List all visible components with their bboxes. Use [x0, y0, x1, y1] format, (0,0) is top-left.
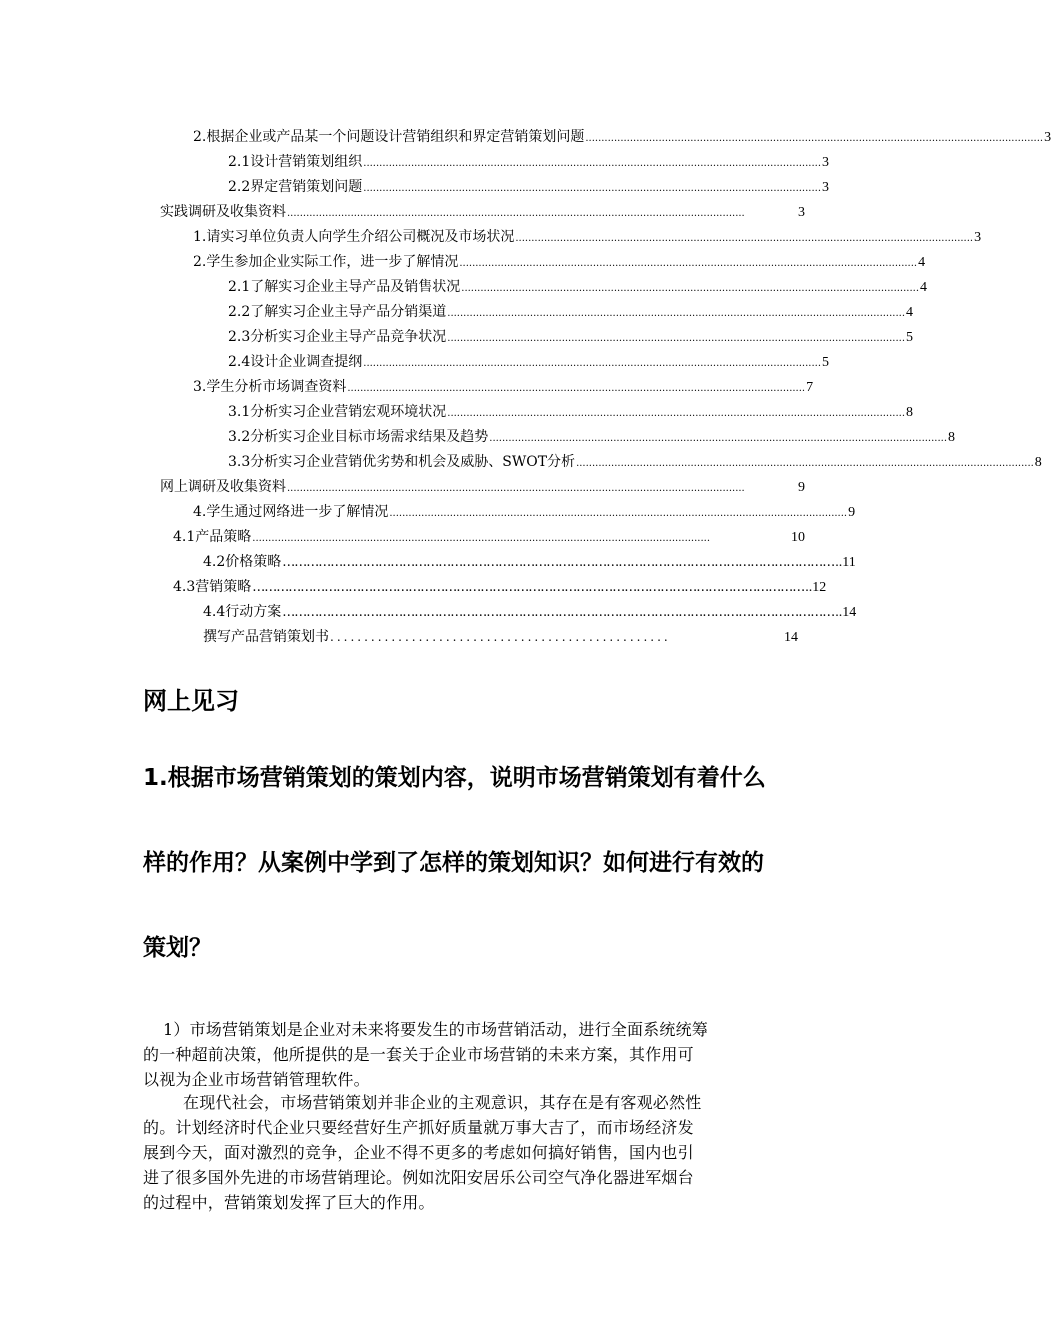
toc-entry[interactable]	[203, 553, 856, 571]
toc-entry-page: 4	[920, 280, 927, 295]
toc-entry-page: 5	[906, 330, 913, 345]
toc-entry-label: 1.请实习单位负责人向学生介绍公司概况及市场状况	[193, 229, 515, 245]
toc-entry-label: 4.4行动方案	[203, 604, 282, 620]
toc-entry[interactable]	[160, 478, 805, 496]
toc-entry-page: 8	[906, 405, 913, 420]
toc-entry-label: 3.1分析实习企业营销宏观环境状况	[228, 404, 447, 420]
toc-entry-label: 2.1设计营销策划组织	[228, 154, 363, 170]
answer-paragraph-2	[143, 1090, 807, 1215]
toc-entry-page: ..12	[805, 580, 827, 595]
paragraph-line: 展到今天，面对激烈的竞争，企业不得不更多的考虑如何搞好销售，国内也引	[143, 1143, 694, 1162]
toc-entry-label: 2.学生参加企业实际工作，进一步了解情况	[193, 254, 459, 270]
toc-entry[interactable]	[228, 328, 913, 346]
toc-entry[interactable]	[228, 153, 829, 171]
toc-leader-dots: ................................................................................................................................................	[363, 358, 821, 369]
section-title: 网上见习	[143, 687, 239, 715]
toc-leader-dots: ..................................................	[330, 630, 671, 644]
question-line: 策划？	[143, 935, 212, 961]
toc-entry[interactable]	[193, 378, 814, 396]
toc-leader-dots: ................................................................................................................................................	[447, 333, 905, 344]
toc-leader-dots: …………………………………………………………………………………………………………………………	[282, 555, 835, 570]
toc-leader-dots: ................................................................................................................................................	[576, 458, 1034, 469]
toc-leader-dots: ................................................................................................................................................	[389, 508, 848, 519]
paragraph-line: 的过程中，营销策划发挥了巨大的作用。	[143, 1193, 435, 1212]
toc-entry-page: 14	[784, 630, 798, 645]
toc-leader-dots: …………………………………………………………………………………………………………………………	[252, 580, 805, 595]
toc-leader-dots: ................................................................................................................................................	[287, 483, 745, 494]
toc-entry[interactable]	[193, 503, 856, 521]
toc-entry-page: 4	[906, 305, 913, 320]
toc-entry-page: 9	[848, 505, 856, 520]
paragraph-line: 进了很多国外先进的市场营销理论。例如沈阳安居乐公司空气净化器进军烟台	[143, 1168, 694, 1187]
toc-leader-dots: ................................................................................................................................................	[459, 258, 918, 269]
toc-entry-page: 3	[822, 155, 829, 170]
toc-entry-page: 10	[791, 530, 805, 545]
toc-entry-page: 3	[1044, 130, 1051, 145]
toc-entry-page: ..11	[835, 555, 856, 570]
toc-entry[interactable]	[173, 578, 827, 596]
toc-entry-label: 3.学生分析市场调查资料	[193, 379, 347, 395]
toc-entry[interactable]	[228, 453, 1042, 471]
toc-entry[interactable]	[228, 303, 913, 321]
toc-entry[interactable]	[193, 253, 926, 271]
toc-entry[interactable]	[160, 203, 805, 221]
toc-entry-label: 4.1产品策略	[173, 529, 252, 545]
toc-entry[interactable]	[228, 403, 913, 421]
toc-leader-dots: …………………………………………………………………………………………………………………………	[282, 605, 835, 620]
toc-entry[interactable]	[228, 428, 955, 446]
toc-entry-label: 2.4设计企业调查提纲	[228, 354, 363, 370]
answer-paragraph-1	[143, 1017, 807, 1092]
toc-entry-label: 实践调研及收集资料	[160, 204, 286, 220]
toc-entry-label: 2.3分析实习企业主导产品竞争状况	[228, 329, 447, 345]
toc-entry[interactable]	[203, 603, 857, 621]
toc-entry[interactable]	[228, 278, 927, 296]
toc-entry-page: 3	[822, 180, 829, 195]
toc-leader-dots: ................................................................................................................................................	[515, 233, 974, 244]
toc-entry-label: 撰写产品营销策划书	[203, 629, 329, 645]
toc-entry-label: 2.2界定营销策划问题	[228, 179, 363, 195]
toc-entry-page: 5	[822, 355, 829, 370]
toc-entry-label: 网上调研及收集资料	[160, 479, 286, 495]
toc-entry-page: 3	[974, 230, 982, 245]
toc-entry-page: 7	[806, 380, 814, 395]
toc-leader-dots: ................................................................................................................................................	[252, 533, 710, 544]
toc-entry-page: 3	[798, 205, 805, 220]
paragraph-line: 1）市场营销策划是企业对未来将要发生的市场营销活动，进行全面系统统筹	[163, 1020, 708, 1039]
toc-entry[interactable]	[228, 353, 829, 371]
toc-leader-dots: ................................................................................................................................................	[585, 133, 1044, 144]
toc-entry-label: 4.3营销策略	[173, 579, 252, 595]
toc-entry[interactable]	[228, 178, 829, 196]
paragraph-line: 以视为企业市场营销管理软件。	[143, 1070, 370, 1089]
question-line: 样的作用？从案例中学到了怎样的策划知识？如何进行有效的	[143, 850, 764, 876]
toc-entry-label: 4.2价格策略	[203, 554, 282, 570]
toc-entry-page: 4	[918, 255, 926, 270]
toc-leader-dots: ................................................................................................................................................	[363, 158, 821, 169]
toc-entry-page: 8	[1034, 455, 1042, 470]
toc-entry-label: 3.2分析实习企业目标市场需求结果及趋势	[228, 429, 489, 445]
toc-leader-dots: ................................................................................................................................................	[447, 408, 905, 419]
toc-leader-dots: ................................................................................................................................................	[363, 183, 821, 194]
toc-entry-label: 2.2了解实习企业主导产品分销渠道	[228, 304, 447, 320]
question-line: 1.根据市场营销策划的策划内容，说明市场营销策划有着什么	[143, 765, 766, 791]
toc-entry[interactable]	[193, 228, 982, 246]
toc-leader-dots: ................................................................................................................................................	[347, 383, 806, 394]
toc-entry-label: 4.学生通过网络进一步了解情况	[193, 504, 389, 520]
toc-entry[interactable]	[203, 628, 798, 646]
toc-entry[interactable]	[193, 128, 1051, 146]
paragraph-line: 的一种超前决策，他所提供的是一套关于企业市场营销的未来方案，其作用可	[143, 1045, 694, 1064]
toc-entry-label: 3.3分析实习企业营销优劣势和机会及威胁、SWOT分析	[228, 454, 576, 470]
toc-entry[interactable]	[173, 528, 805, 546]
toc-entry-label: 2.根据企业或产品某一个问题设计营销组织和界定营销策划问题	[193, 129, 585, 145]
toc-entry-page: 9	[798, 480, 805, 495]
toc-entry-page: ..14	[835, 605, 857, 620]
paragraph-line: 在现代社会，市场营销策划并非企业的主观意识，其存在是有客观必然性	[183, 1093, 702, 1112]
toc-leader-dots: ................................................................................................................................................	[461, 283, 919, 294]
toc-entry-page: 8	[948, 430, 955, 445]
toc-leader-dots: ................................................................................................................................................	[489, 433, 947, 444]
toc-entry-label: 2.1了解实习企业主导产品及销售状况	[228, 279, 461, 295]
toc-leader-dots: ................................................................................................................................................	[287, 208, 745, 219]
toc-leader-dots: ................................................................................................................................................	[447, 308, 905, 319]
paragraph-line: 的。计划经济时代企业只要经营好生产抓好质量就万事大吉了，而市场经济发	[143, 1118, 694, 1137]
